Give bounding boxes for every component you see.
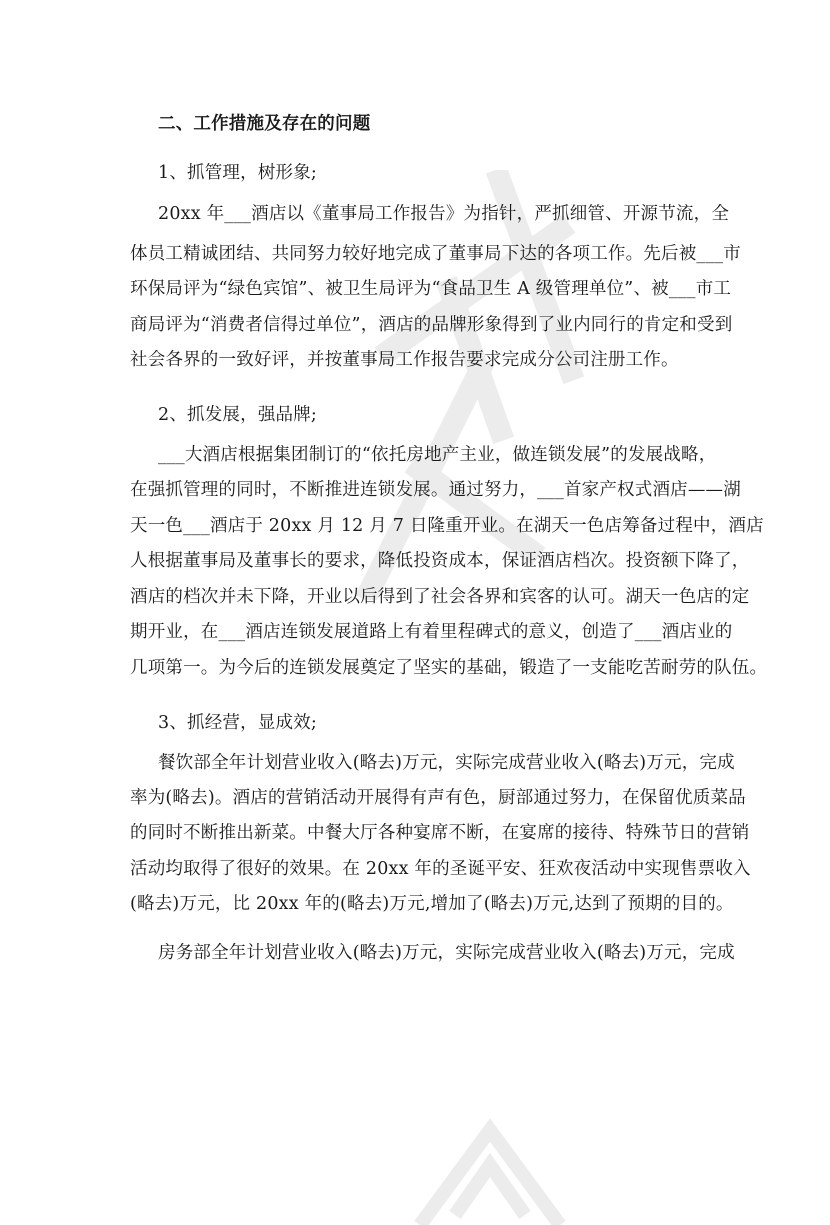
paragraph-line: 活动均取得了很好的效果。在 20xx 年的圣诞平安、狂欢夜活动中实现售票收入	[130, 859, 751, 879]
item-title: 3、抓经营，显成效;	[158, 713, 318, 733]
item-title: 1、抓管理，树形象;	[158, 163, 318, 183]
paragraph-line: 房务部全年计划营业收入(略去)万元，实际完成营业收入(略去)万元，完成	[158, 943, 735, 963]
paragraph-line: (略去)万元，比 20xx 年的(略去)万元,增加了(略去)万元,达到了预期的目的。	[130, 894, 734, 914]
item-title: 2、抓发展，强品牌;	[158, 405, 318, 425]
paragraph-line: 社会各界的一致好评，并按董事局工作报告要求完成分公司注册工作。	[130, 350, 679, 370]
paragraph-line: 期开业，在___酒店连锁发展道路上有着里程碑式的意义，创造了___酒店业的	[130, 622, 733, 642]
paragraph-line: 酒店的档次并未下降，开业以后得到了社会各界和宾客的认可。湖天一色店的定	[130, 587, 750, 607]
paragraph-line: 体员工精诚团结、共同努力较好地完成了董事局下达的各项工作。先后被___市	[130, 244, 741, 264]
paragraph-line: 的同时不断推出新菜。中餐大厅各种宴席不断，在宴席的接待、特殊节日的营销	[130, 823, 750, 843]
paragraph-line: 天一色___酒店于 20xx 月 12 月 7 日隆重开业。在湖天一色店筹备过程中，酒店	[130, 516, 764, 536]
paragraph-line: 几项第一。为今后的连锁发展奠定了坚实的基础，锻造了一支能吃苦耐劳的队伍。	[130, 658, 768, 678]
paragraph-line: 商局评为“消费者信得过单位”，酒店的品牌形象得到了业内同行的肯定和受到	[130, 315, 733, 335]
paragraph-line: ___大酒店根据集团制订的“依托房地产主业，做连锁发展”的发展战略，	[158, 445, 717, 465]
section-heading: 二、工作措施及存在的问题	[158, 114, 371, 134]
paragraph-line: 在强抓管理的同时，不断推进连锁发展。通过努力，___首家产权式酒店——湖	[130, 480, 741, 500]
paragraph-line: 20xx 年___酒店以《董事局工作报告》为指针，严抓细管、开源节流，全	[158, 204, 730, 224]
paragraph-line: 率为(略去)。酒店的营销活动开展得有声有色，厨部通过努力，在保留优质菜品	[130, 788, 746, 808]
paragraph-line: 人根据董事局及董事长的要求，降低投资成本，保证酒店档次。投资额下降了，	[130, 551, 750, 571]
watermark-logo-icon	[400, 1105, 580, 1225]
paragraph-line: 餐饮部全年计划营业收入(略去)万元，实际完成营业收入(略去)万元，完成	[158, 753, 735, 773]
paragraph-line: 环保局评为“绿色宾馆”、被卫生局评为“食品卫生 A 级管理单位”、被___市工	[130, 279, 732, 299]
